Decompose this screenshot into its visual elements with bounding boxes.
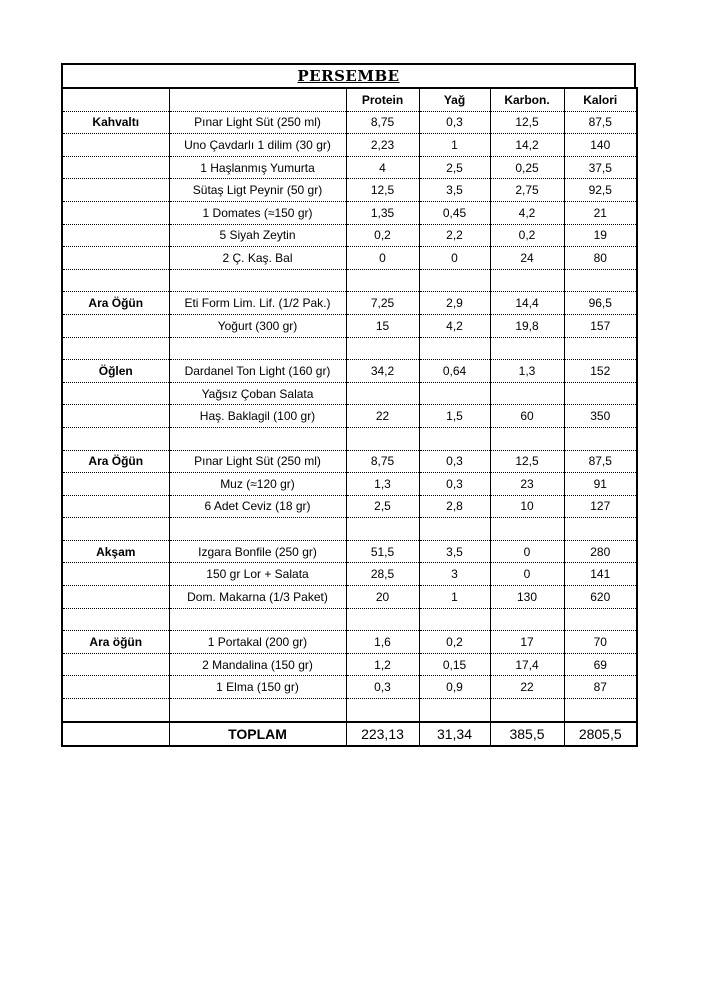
carb-cell	[490, 699, 564, 722]
calorie-cell: 141	[564, 563, 637, 586]
header-protein-cell: Protein	[346, 88, 419, 111]
total-empty-cell	[62, 722, 169, 746]
protein-cell: 0,3	[346, 676, 419, 699]
calorie-cell: 620	[564, 586, 637, 609]
header-carb-cell: Karbon.	[490, 88, 564, 111]
protein-cell: 1,3	[346, 473, 419, 496]
table-row	[62, 314, 637, 337]
carb-cell: 14,4	[490, 292, 564, 315]
food-cell: Eti Form Lim. Lif. (1/2 Pak.)	[169, 292, 346, 315]
meal-cell	[62, 563, 169, 586]
protein-cell: 8,75	[346, 111, 419, 134]
table-row	[62, 653, 637, 676]
table-row	[62, 382, 637, 405]
carb-cell: 23	[490, 473, 564, 496]
protein-cell	[346, 699, 419, 722]
carb-cell: 10	[490, 495, 564, 518]
fat-cell: 2,8	[419, 495, 490, 518]
fat-cell: 0,3	[419, 473, 490, 496]
calorie-cell: 87,5	[564, 111, 637, 134]
food-cell	[169, 699, 346, 722]
meal-cell	[62, 427, 169, 450]
table-row	[62, 337, 637, 360]
meal-cell	[62, 179, 169, 202]
food-cell: 6 Adet Ceviz (18 gr)	[169, 495, 346, 518]
table-row	[62, 201, 637, 224]
header-meal-cell	[62, 88, 169, 111]
carb-cell: 19,8	[490, 314, 564, 337]
protein-cell: 8,75	[346, 450, 419, 473]
total-protein: 223,13	[346, 722, 419, 746]
table-row	[62, 450, 637, 473]
nutrition-sheet	[61, 63, 636, 747]
fat-cell: 0,64	[419, 360, 490, 383]
fat-cell	[419, 699, 490, 722]
fat-cell: 1	[419, 134, 490, 157]
meal-cell	[62, 314, 169, 337]
carb-cell	[490, 427, 564, 450]
calorie-cell: 80	[564, 247, 637, 270]
fat-cell: 3	[419, 563, 490, 586]
food-cell	[169, 337, 346, 360]
table-row	[62, 518, 637, 541]
carb-cell: 1,3	[490, 360, 564, 383]
protein-cell: 1,2	[346, 653, 419, 676]
food-cell: 2 Mandalina (150 gr)	[169, 653, 346, 676]
fat-cell: 0,3	[419, 450, 490, 473]
carb-cell: 17,4	[490, 653, 564, 676]
page-title: PERSEMBE	[297, 67, 400, 85]
carb-cell: 22	[490, 676, 564, 699]
calorie-cell: 92,5	[564, 179, 637, 202]
table-row	[62, 134, 637, 157]
protein-cell: 2,23	[346, 134, 419, 157]
table-row	[62, 540, 637, 563]
header-calorie-cell: Kalori	[564, 88, 637, 111]
meal-cell	[62, 473, 169, 496]
carb-cell: 14,2	[490, 134, 564, 157]
meal-cell	[62, 586, 169, 609]
calorie-cell: 140	[564, 134, 637, 157]
food-cell: 150 gr Lor + Salata	[169, 563, 346, 586]
table-row	[62, 427, 637, 450]
protein-cell	[346, 608, 419, 631]
fat-cell: 0,2	[419, 631, 490, 654]
calorie-cell	[564, 337, 637, 360]
table-row	[62, 586, 637, 609]
table-row	[62, 473, 637, 496]
calorie-cell: 280	[564, 540, 637, 563]
total-calorie: 2805,5	[564, 722, 637, 746]
carb-cell: 2,75	[490, 179, 564, 202]
calorie-cell	[564, 382, 637, 405]
meal-cell	[62, 608, 169, 631]
nutrition-table	[61, 87, 638, 747]
calorie-cell: 96,5	[564, 292, 637, 315]
food-cell: Pınar Light Süt (250 ml)	[169, 111, 346, 134]
calorie-cell: 19	[564, 224, 637, 247]
total-fat: 31,34	[419, 722, 490, 746]
food-cell: Uno Çavdarlı 1 dilim (30 gr)	[169, 134, 346, 157]
protein-cell: 1,6	[346, 631, 419, 654]
food-cell: Haş. Baklagil (100 gr)	[169, 405, 346, 428]
carb-cell	[490, 518, 564, 541]
carb-cell	[490, 337, 564, 360]
fat-cell	[419, 608, 490, 631]
header-row	[62, 88, 637, 111]
food-cell: Yoğurt (300 gr)	[169, 314, 346, 337]
calorie-cell: 91	[564, 473, 637, 496]
food-cell	[169, 608, 346, 631]
meal-cell	[62, 156, 169, 179]
calorie-cell	[564, 269, 637, 292]
calorie-cell: 87	[564, 676, 637, 699]
food-cell: Yağsız Çoban Salata	[169, 382, 346, 405]
total-label: TOPLAM	[169, 722, 346, 746]
carb-cell	[490, 608, 564, 631]
fat-cell	[419, 337, 490, 360]
meal-cell	[62, 337, 169, 360]
carb-cell	[490, 382, 564, 405]
protein-cell	[346, 337, 419, 360]
calorie-cell: 157	[564, 314, 637, 337]
calorie-cell: 70	[564, 631, 637, 654]
calorie-cell: 127	[564, 495, 637, 518]
fat-cell: 0,15	[419, 653, 490, 676]
carb-cell: 60	[490, 405, 564, 428]
protein-cell: 0,2	[346, 224, 419, 247]
protein-cell	[346, 269, 419, 292]
meal-cell: Ara öğün	[62, 631, 169, 654]
header-fat-cell: Yağ	[419, 88, 490, 111]
table-row	[62, 631, 637, 654]
meal-cell: Öğlen	[62, 360, 169, 383]
calorie-cell: 21	[564, 201, 637, 224]
protein-cell: 20	[346, 586, 419, 609]
table-row	[62, 405, 637, 428]
meal-cell	[62, 269, 169, 292]
protein-cell: 7,25	[346, 292, 419, 315]
meal-cell: Akşam	[62, 540, 169, 563]
fat-cell: 2,9	[419, 292, 490, 315]
table-row	[62, 676, 637, 699]
meal-cell	[62, 201, 169, 224]
table-row	[62, 495, 637, 518]
food-cell: Dom. Makarna (1/3 Paket)	[169, 586, 346, 609]
table-row	[62, 269, 637, 292]
meal-cell	[62, 653, 169, 676]
title-row	[61, 63, 636, 87]
fat-cell: 2,2	[419, 224, 490, 247]
carb-cell: 130	[490, 586, 564, 609]
fat-cell: 0,45	[419, 201, 490, 224]
meal-cell: Ara Öğün	[62, 292, 169, 315]
carb-cell	[490, 269, 564, 292]
food-cell: 1 Haşlanmış Yumurta	[169, 156, 346, 179]
total-row	[62, 722, 637, 746]
table-row	[62, 247, 637, 270]
calorie-cell	[564, 699, 637, 722]
food-cell: Izgara Bonfile (250 gr)	[169, 540, 346, 563]
meal-cell	[62, 134, 169, 157]
food-cell: 2 Ç. Kaş. Bal	[169, 247, 346, 270]
food-cell	[169, 269, 346, 292]
protein-cell: 0	[346, 247, 419, 270]
table-row	[62, 608, 637, 631]
meal-cell	[62, 382, 169, 405]
carb-cell: 0	[490, 563, 564, 586]
meal-cell	[62, 247, 169, 270]
protein-cell: 51,5	[346, 540, 419, 563]
food-cell: Sütaş Ligt Peynir (50 gr)	[169, 179, 346, 202]
header-food-cell	[169, 88, 346, 111]
carb-cell: 0	[490, 540, 564, 563]
calorie-cell	[564, 518, 637, 541]
fat-cell	[419, 269, 490, 292]
food-cell: Pınar Light Süt (250 ml)	[169, 450, 346, 473]
food-cell: 1 Portakal (200 gr)	[169, 631, 346, 654]
table-row	[62, 224, 637, 247]
table-row	[62, 179, 637, 202]
meal-cell: Ara Öğün	[62, 450, 169, 473]
total-carb: 385,5	[490, 722, 564, 746]
protein-cell: 34,2	[346, 360, 419, 383]
food-cell: 5 Siyah Zeytin	[169, 224, 346, 247]
protein-cell: 12,5	[346, 179, 419, 202]
calorie-cell	[564, 427, 637, 450]
calorie-cell: 69	[564, 653, 637, 676]
fat-cell	[419, 382, 490, 405]
fat-cell: 2,5	[419, 156, 490, 179]
food-cell: Dardanel Ton Light (160 gr)	[169, 360, 346, 383]
protein-cell	[346, 427, 419, 450]
protein-cell: 1,35	[346, 201, 419, 224]
carb-cell: 12,5	[490, 111, 564, 134]
carb-cell: 4,2	[490, 201, 564, 224]
fat-cell: 1,5	[419, 405, 490, 428]
meal-cell	[62, 518, 169, 541]
calorie-cell: 87,5	[564, 450, 637, 473]
table-row	[62, 111, 637, 134]
fat-cell	[419, 427, 490, 450]
fat-cell: 4,2	[419, 314, 490, 337]
carb-cell: 0,25	[490, 156, 564, 179]
fat-cell: 0,3	[419, 111, 490, 134]
protein-cell	[346, 518, 419, 541]
fat-cell: 0,9	[419, 676, 490, 699]
food-cell: 1 Elma (150 gr)	[169, 676, 346, 699]
calorie-cell: 350	[564, 405, 637, 428]
table-row	[62, 360, 637, 383]
food-cell: Muz (≈120 gr)	[169, 473, 346, 496]
carb-cell: 0,2	[490, 224, 564, 247]
table-row	[62, 699, 637, 722]
table-row	[62, 563, 637, 586]
food-cell	[169, 518, 346, 541]
carb-cell: 17	[490, 631, 564, 654]
meal-cell	[62, 699, 169, 722]
fat-cell: 1	[419, 586, 490, 609]
protein-cell: 4	[346, 156, 419, 179]
calorie-cell: 152	[564, 360, 637, 383]
table-row	[62, 156, 637, 179]
carb-cell: 12,5	[490, 450, 564, 473]
food-cell: 1 Domates (≈150 gr)	[169, 201, 346, 224]
table-body	[62, 88, 637, 722]
fat-cell	[419, 518, 490, 541]
food-cell	[169, 427, 346, 450]
protein-cell: 28,5	[346, 563, 419, 586]
protein-cell	[346, 382, 419, 405]
meal-cell	[62, 495, 169, 518]
fat-cell: 3,5	[419, 179, 490, 202]
protein-cell: 2,5	[346, 495, 419, 518]
meal-cell: Kahvaltı	[62, 111, 169, 134]
fat-cell: 0	[419, 247, 490, 270]
protein-cell: 15	[346, 314, 419, 337]
meal-cell	[62, 405, 169, 428]
carb-cell: 24	[490, 247, 564, 270]
calorie-cell: 37,5	[564, 156, 637, 179]
meal-cell	[62, 224, 169, 247]
meal-cell	[62, 676, 169, 699]
fat-cell: 3,5	[419, 540, 490, 563]
calorie-cell	[564, 608, 637, 631]
protein-cell: 22	[346, 405, 419, 428]
table-row	[62, 292, 637, 315]
